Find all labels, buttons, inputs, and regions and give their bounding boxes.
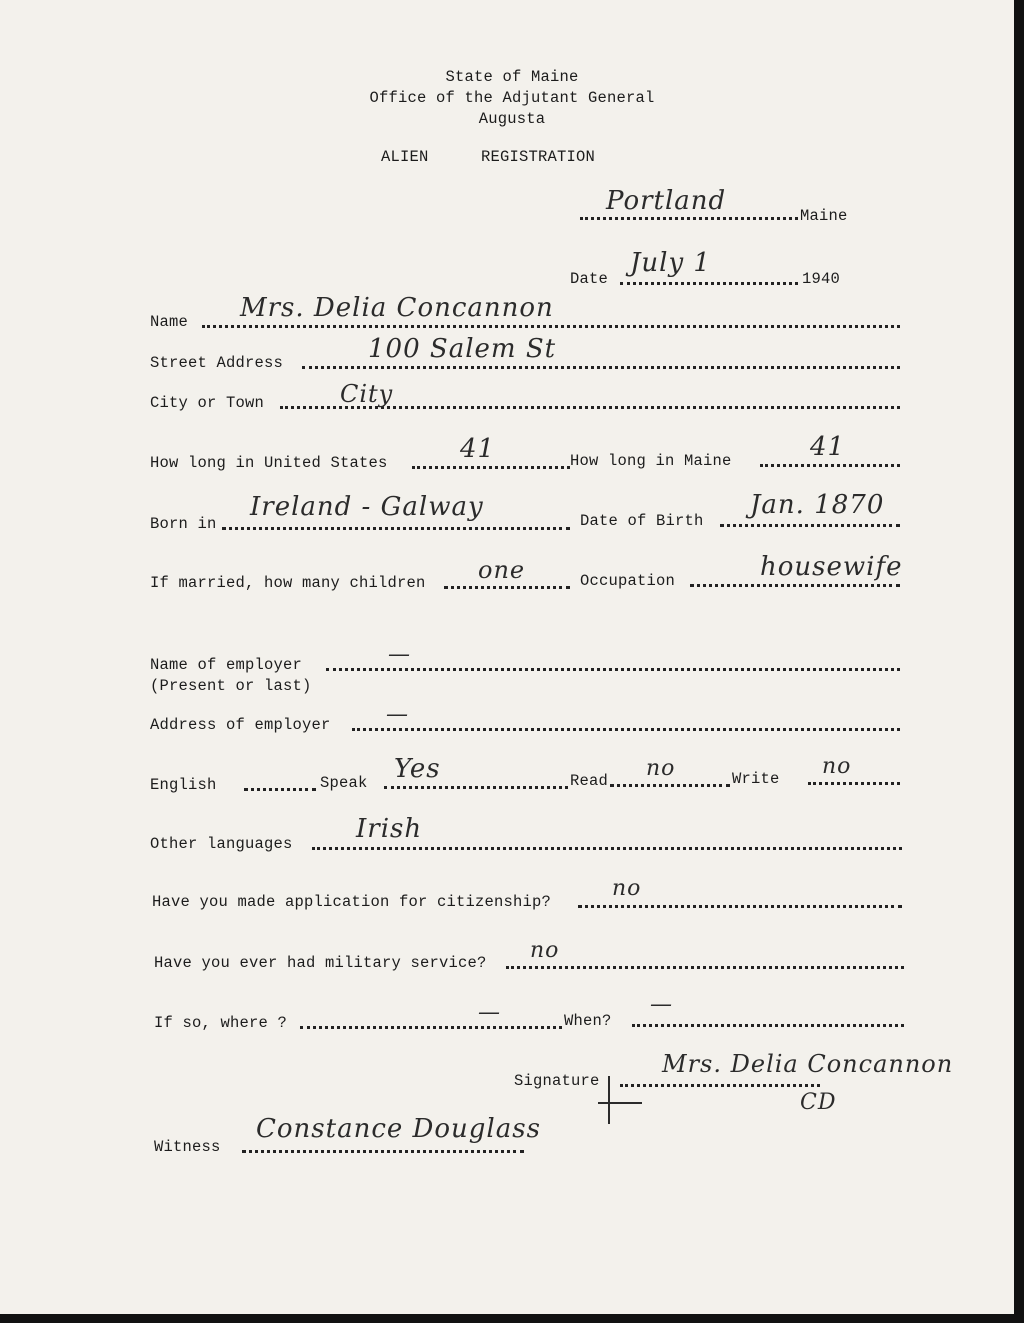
header-city: Augusta (478, 110, 546, 128)
dob-dots (720, 524, 900, 527)
write-label: Write (732, 770, 780, 788)
read-dots (610, 784, 730, 787)
born-dots (222, 527, 570, 530)
children-value: one (478, 556, 526, 584)
title-registration: REGISTRATION (481, 148, 596, 166)
street-dots (302, 366, 900, 369)
us-duration-dots (412, 466, 570, 469)
read-label: Read (570, 772, 609, 790)
citizenship-dots (578, 905, 902, 908)
signature-initials: CD (800, 1090, 837, 1115)
where-value: — (478, 1000, 501, 1025)
occupation-value: housewife (760, 552, 903, 582)
place-state-label: Maine (800, 207, 848, 225)
employer-address-label: Address of employer (150, 716, 331, 734)
other-languages-value: Irish (356, 814, 423, 844)
military-value: no (530, 938, 560, 963)
write-dots (808, 782, 900, 785)
date-year: 1940 (802, 270, 841, 288)
name-value: Mrs. Delia Concannon (240, 293, 554, 323)
witness-value: Constance Douglass (256, 1114, 541, 1144)
header-state: State of Maine (445, 68, 579, 86)
city-value: City (340, 380, 394, 408)
employer-dots (326, 668, 900, 671)
where-dots (300, 1026, 562, 1029)
employer-address-value: — (386, 702, 409, 727)
occupation-label: Occupation (580, 572, 676, 590)
speak-dots (384, 786, 568, 789)
other-languages-label: Other languages (150, 835, 293, 853)
employer-address-dots (352, 728, 900, 731)
employer-label: Name of employer (150, 656, 303, 674)
employer-value: — (388, 642, 411, 667)
signature-label: Signature (514, 1072, 600, 1090)
if-so-where-label: If so, where ? (154, 1014, 288, 1032)
read-value: no (646, 756, 676, 781)
speak-label: Speak (320, 774, 368, 792)
date-dots (620, 282, 798, 285)
employer-sublabel: (Present or last) (150, 677, 312, 695)
title-alien: ALIEN (381, 148, 429, 166)
signature-dots (620, 1084, 820, 1087)
witness-label: Witness (154, 1138, 221, 1156)
children-dots (444, 586, 570, 589)
children-label: If married, how many children (150, 574, 426, 592)
military-dots (506, 966, 904, 969)
citizenship-value: no (612, 876, 642, 901)
occupation-dots (690, 584, 900, 587)
signature-value: Mrs. Delia Concannon (662, 1050, 954, 1078)
city-label: City or Town (150, 394, 265, 412)
citizenship-label: Have you made application for citizenship? (152, 893, 552, 911)
us-duration-value: 41 (460, 434, 496, 464)
other-languages-dots (312, 847, 902, 850)
born-label: Born in (150, 515, 217, 533)
born-value: Ireland - Galway (250, 492, 484, 522)
us-duration-label: How long in United States (150, 454, 388, 472)
scan-edge-bottom (0, 1314, 1024, 1323)
when-label: When? (564, 1012, 612, 1030)
dob-value: Jan. 1870 (750, 490, 885, 520)
dob-label: Date of Birth (580, 512, 704, 530)
speak-value: Yes (394, 754, 441, 784)
date-value: July 1 (630, 248, 711, 278)
when-dots (632, 1024, 904, 1027)
street-label: Street Address (150, 354, 284, 372)
military-label: Have you ever had military service? (154, 954, 487, 972)
maine-duration-dots (760, 464, 900, 467)
maine-duration-value: 41 (810, 432, 846, 462)
date-label: Date (570, 270, 609, 288)
header-office: Office of the Adjutant General (369, 89, 655, 107)
name-dots (202, 325, 900, 328)
street-value: 100 Salem St (368, 334, 557, 364)
place-dots (580, 217, 798, 220)
maine-duration-label: How long in Maine (570, 452, 732, 470)
place-value: Portland (606, 186, 727, 216)
english-label: English (150, 776, 217, 794)
write-value: no (822, 754, 852, 779)
english-dots (244, 788, 316, 791)
scan-edge-right (1014, 0, 1024, 1323)
when-value: — (650, 992, 673, 1017)
name-label: Name (150, 313, 189, 331)
witness-dots (242, 1150, 524, 1153)
